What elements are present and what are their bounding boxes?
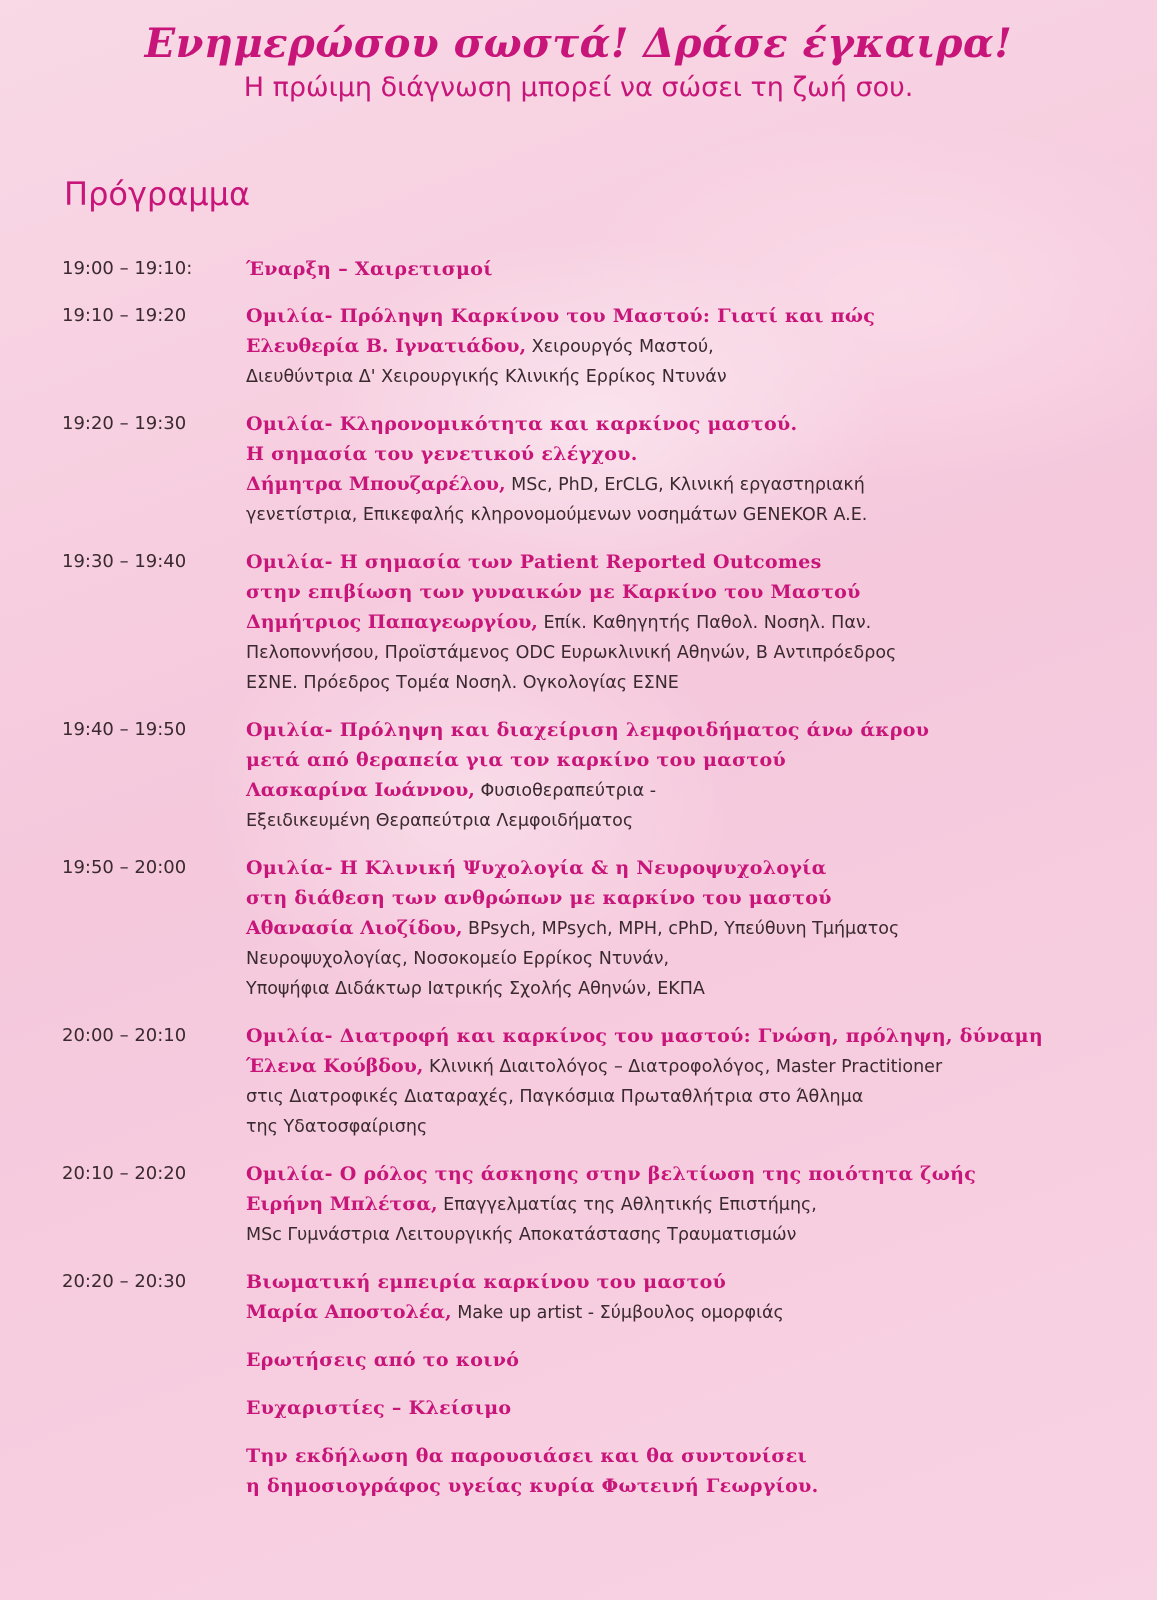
program-row — [62, 1021, 1142, 1142]
speaker-line — [246, 775, 1142, 806]
event-subtitle: Η πρώιμη διάγνωση μπορεί να σώσει τη ζωή σου. — [243, 72, 914, 103]
speaker-line — [246, 1297, 1142, 1328]
talk-title: στην επιβίωση των γυναικών με Καρκίνο του Μαστού — [246, 581, 861, 603]
closing-item — [246, 1393, 1142, 1423]
speaker-detail: Εξειδικευμένη Θεραπεύτρια Λεμφοιδήματος — [246, 811, 634, 831]
talk-title: στη διάθεση των ανθρώπων με καρκίνο του μαστού — [246, 887, 832, 909]
speaker-detail: Make up artist - Σύμβουλος ομορφιάς — [451, 1303, 784, 1323]
speaker-name: Δήμητρα Μπουζαρέλου, — [246, 473, 506, 495]
speaker-name: Δημήτριος Παπαγεωργίου, — [246, 611, 538, 633]
speaker-name: Μαρία Αποστολέα, — [246, 1301, 452, 1323]
closing-item — [246, 1441, 1142, 1501]
talk-title: Ομιλία- Πρόληψη και διαχείριση λεμφοιδήματος άνω άκρου — [246, 719, 930, 741]
talk-title: Ομιλία- Πρόληψη Καρκίνου του Μαστού: Γιατί και πώς — [246, 305, 876, 327]
time-slot: 20:10 – 20:20 — [62, 1163, 187, 1184]
speaker-line — [246, 1189, 1142, 1220]
speaker-detail: Επαγγελματίας της Αθλητικής Επιστήμης, — [437, 1195, 817, 1215]
program-row — [62, 254, 1142, 284]
talk-title: Ομιλία- Η σημασία των Patient Reported Outcomes — [246, 551, 822, 573]
session-content — [246, 547, 1142, 698]
talk-title: Η σημασία του γενετικού ελέγχου. — [246, 443, 638, 465]
header — [0, 18, 1157, 106]
speaker-name: Αθανασία Λιοζίδου, — [246, 917, 463, 939]
speaker-line — [246, 913, 1142, 944]
session-content — [246, 1267, 1142, 1328]
speaker-detail: ΕΣΝΕ. Πρόεδρος Τομέα Νοσηλ. Ογκολογίας ΕΣΝΕ — [246, 673, 679, 693]
talk-title: μετά από θεραπεία για τον καρκίνο του μαστού — [246, 749, 786, 771]
talk-title: Ομιλία- Ο ρόλος της άσκησης στην βελτίωση της ποιότητα ζωής — [246, 1163, 977, 1185]
speaker-name: Έλενα Κούβδου, — [246, 1055, 424, 1077]
closing-item — [246, 1345, 1142, 1375]
program-row — [62, 715, 1142, 836]
talk-title: Βιωματική εμπειρία καρκίνου του μαστού — [246, 1271, 727, 1293]
speaker-line — [246, 331, 1142, 362]
session-content — [246, 409, 1142, 530]
speaker-detail: Χειρουργός Μαστού, — [526, 337, 714, 357]
speaker-name: Ελευθερία Β. Ιγνατιάδου, — [246, 335, 527, 357]
speaker-name: Ειρήνη Μπλέτσα, — [246, 1193, 438, 1215]
talk-title: Ομιλία- Κληρονομικότητα και καρκίνος μαστού. — [246, 413, 798, 435]
speaker-detail: της Υδατοσφαίρισης — [246, 1117, 428, 1137]
speaker-detail: Πελοποννήσου, Προϊστάμενος ODC Ευρωκλινική Αθηνών, Β Αντιπρόεδρος — [246, 643, 897, 663]
program-row — [62, 547, 1142, 698]
speaker-line — [246, 1051, 1142, 1082]
closing-text: Την εκδήλωση θα παρουσιάσει και θα συντονίσει — [246, 1445, 808, 1467]
program-row — [62, 301, 1142, 392]
program-row — [62, 1159, 1142, 1250]
speaker-name: Λασκαρίνα Ιωάννου, — [246, 779, 475, 801]
time-slot: 19:40 – 19:50 — [62, 719, 187, 740]
talk-title: Ομιλία- Η Κλινική Ψυχολογία & η Νευροψυχολογία — [246, 857, 827, 879]
closing-text: Ευχαριστίες – Κλείσιμο — [246, 1397, 512, 1419]
session-content — [246, 301, 1142, 392]
session-content — [246, 1159, 1142, 1250]
speaker-detail: Νευροψυχολογίας, Νοσοκομείο Ερρίκος Ντυνάν, — [246, 949, 670, 969]
time-slot: 20:20 – 20:30 — [62, 1271, 187, 1292]
speaker-detail: Διευθύντρια Δ' Χειρουργικής Κλινικής Ερρίκος Ντυνάν — [246, 367, 727, 387]
event-title: Ενημερώσου σωστά! Δράσε έγκαιρα! — [144, 20, 1013, 67]
time-slot: 19:50 – 20:00 — [62, 857, 187, 878]
speaker-detail: Υποψήφια Διδάκτωρ Ιατρικής Σχολής Αθηνών, ΕΚΠΑ — [246, 979, 705, 999]
session-content — [246, 853, 1142, 1004]
closing-text: η δημοσιογράφος υγείας κυρία Φωτεινή Γεωργίου. — [246, 1475, 819, 1497]
program-row — [62, 853, 1142, 1004]
session-content — [246, 715, 1142, 836]
program-row — [62, 409, 1142, 530]
time-slot: 19:10 – 19:20 — [62, 305, 187, 326]
speaker-detail: Επίκ. Καθηγητής Παθολ. Νοσηλ. Παν. — [537, 613, 872, 633]
speaker-detail: στις Διατροφικές Διαταραχές, Παγκόσμια Πρωταθλήτρια στο Άθλημα — [246, 1087, 864, 1107]
speaker-line — [246, 469, 1142, 500]
section-title: Πρόγραμμα — [64, 175, 251, 213]
speaker-detail: γενετίστρια, Επικεφαλής κληρονομούμενων νοσημάτων GENEKOR A.E. — [246, 505, 868, 525]
speaker-detail: MSc Γυμνάστρια Λειτουργικής Αποκατάστασης Τραυματισμών — [246, 1225, 797, 1245]
speaker-detail: Φυσιοθεραπεύτρια - — [474, 781, 657, 801]
time-slot: 20:00 – 20:10 — [62, 1025, 187, 1046]
talk-title: Ομιλία- Διατροφή και καρκίνος του μαστού: Γνώση, πρόληψη, δύναμη — [246, 1025, 1043, 1047]
session-content — [246, 1021, 1142, 1142]
time-slot: 19:00 – 19:10: — [62, 258, 193, 279]
speaker-line — [246, 607, 1142, 638]
speaker-detail: MSc, PhD, ErCLG, Κλινική εργαστηριακή — [505, 475, 865, 495]
closing-text: Ερωτήσεις από το κοινό — [246, 1349, 520, 1371]
speaker-detail: BPsych, MPsych, MPH, cPhD, Υπεύθυνη Τμήματος — [462, 919, 900, 939]
time-slot: 19:20 – 19:30 — [62, 413, 187, 434]
time-slot: 19:30 – 19:40 — [62, 551, 187, 572]
session-content — [246, 254, 1142, 284]
program-row — [62, 1267, 1142, 1328]
talk-title: Έναρξη – Χαιρετισμοί — [246, 258, 493, 280]
speaker-detail: Κλινική Διαιτολόγος – Διατροφολόγος, Master Practitioner — [423, 1057, 943, 1077]
program-list — [62, 254, 1142, 1519]
